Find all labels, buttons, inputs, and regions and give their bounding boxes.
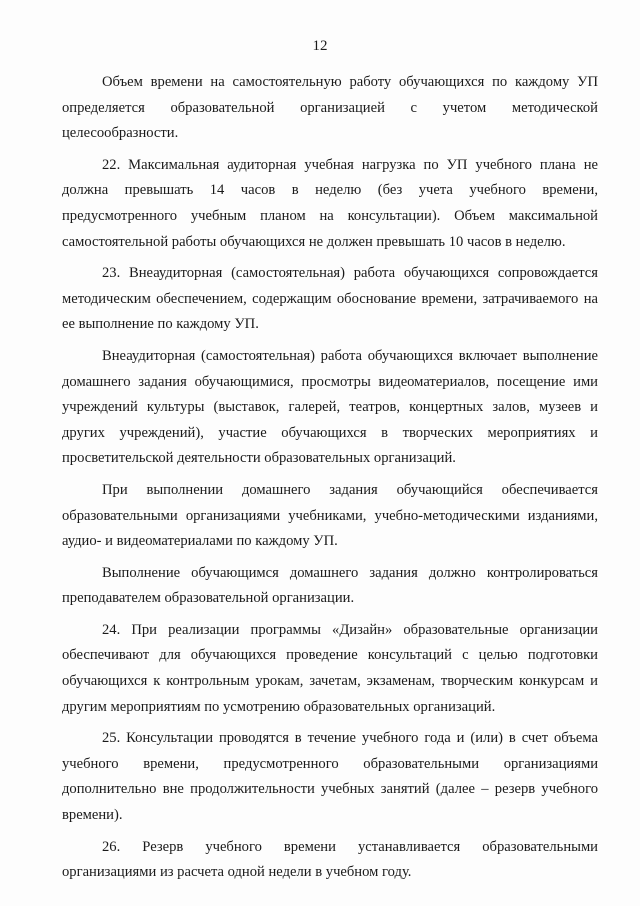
paragraph-25: 25. Консультации проводятся в течение учебного года и (или) в счет объема учебного времени, предусмотренного образовательными организациями дополнительно вне продолжительности учебных занятий (далее – резерв учебного времени). bbox=[62, 730, 598, 824]
paragraph-26: 26. Резерв учебного времени устанавливается образовательными организациями из расчета одной недели в учебном году. bbox=[62, 838, 598, 881]
paragraph-homework-materials: При выполнении домашнего задания обучающийся обеспечивается образовательными организациями учебниками, учебно-методическими изданиями, аудио- и видеоматериалами по каждому УП. bbox=[62, 481, 598, 550]
paragraph-22: 22. Максимальная аудиторная учебная нагрузка по УП учебного плана не должна превышать 14 часов в неделю (без учета учебного времени, предусмотренного учебным планом на консультации). Объем максимальной самостоятельной работы обучающихся не должен превышать 10 часов в неделю. bbox=[62, 156, 598, 250]
paragraph-23: 23. Внеаудиторная (самостоятельная) работа обучающихся сопровождается методическим обеспечением, содержащим обоснование времени, затрачиваемого на ее выполнение по каждому УП. bbox=[62, 265, 598, 333]
paragraph-independent-work: Внеаудиторная (самостоятельная) работа обучающихся включает выполнение домашнего задания обучающимися, просмотры видеоматериалов, посещение ими учреждений культуры (выставок, галерей, театров, концертных залов, музеев и других учреждений), участие обучающихся в творческих мероприятиях и просветительской деятельности образовательных организаций. bbox=[62, 347, 598, 467]
paragraph-homework-control: Выполнение обучающимся домашнего задания должно контролироваться преподавателем образовательной организации. bbox=[62, 564, 598, 607]
page-number: 12 bbox=[312, 38, 328, 54]
paragraph-24: 24. При реализации программы «Дизайн» образовательные организации обеспечивают для обучающихся проведение консультаций с целью подготовки обучающихся к контрольным урокам, зачетам, экзаменам, творческим конкурсам и другим мероприятиям по усмотрению образовательных организаций. bbox=[62, 621, 598, 715]
paragraph-workload-volume: Объем времени на самостоятельную работу обучающихся по каждому УП определяется образовательной организацией с учетом методической целесообразности. bbox=[62, 74, 598, 142]
document-body bbox=[62, 70, 598, 892]
